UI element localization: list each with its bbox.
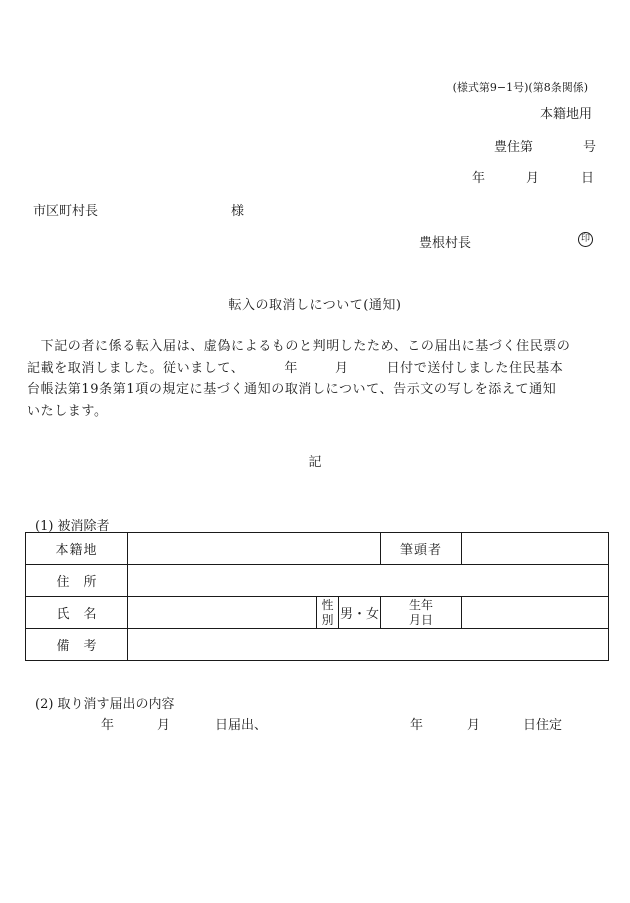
document-number-prefix: 豊住第 [494,140,534,155]
issue-date-year: 年 [472,171,486,186]
table-row [26,565,609,597]
shimei-label: 氏名 [26,597,128,629]
content-year-2: 年 [410,718,424,733]
body-line-2 [27,358,607,380]
shimei-value[interactable] [128,597,317,629]
section-1-heading: (1) 被消除者 [35,519,110,534]
table-row [26,597,609,629]
content-year-1: 年 [101,718,115,733]
content-month-1: 月 [157,718,171,733]
sender [419,232,594,251]
jusho-value[interactable] [128,565,609,597]
table-row [26,629,609,661]
content-month-2: 月 [467,718,481,733]
honseki-value[interactable] [128,533,381,565]
content-day-2: 日住定 [523,718,563,733]
document-title: 転入の取消しについて(通知) [228,298,402,313]
birth-label-1: 生年 [409,597,434,612]
body-text-1: 下記の者に係る転入届は、虚偽によるものと判明したため、この届出に基づく住民票の [40,339,571,354]
form-number: (様式第9−1号)(第8条関係) [452,81,588,94]
document-number-suffix: 号 [583,140,597,155]
body-text-2a: 記載を取消しました。従いまして、 [27,360,245,376]
recipient-honorific: 様 [231,204,245,219]
table-row [26,533,609,565]
birth-label [381,597,462,629]
body-month: 月 [334,360,349,376]
hittousha-label: 筆頭者 [381,533,462,565]
content-day-1: 日届出、 [215,718,268,733]
bikou-value[interactable] [128,629,609,661]
sex-choice[interactable]: 男・女 [339,597,381,629]
recipient [33,200,245,219]
sei-label-1: 性 [321,597,334,612]
body-line-4: いたします。 [27,403,108,419]
body-line-1 [27,336,607,358]
birth-label-2: 月日 [409,612,434,627]
sender-name: 豊根村長 [419,236,472,251]
honseki-label: 本籍地 [26,533,128,565]
section-2-heading: (2) 取り消す届出の内容 [35,697,175,712]
jusho-label: 住所 [26,565,128,597]
issue-date-month: 月 [526,171,540,186]
body-line-3: 台帳法第19条第1項の規定に基づく通知の取消しについて、告示文の写しを添えて通知 [27,382,557,397]
document-number [494,136,597,155]
hittousha-value[interactable] [462,533,609,565]
bikou-label: 備考 [26,629,128,661]
body-year: 年 [284,360,298,376]
issue-date-day: 日 [581,171,595,186]
sei-label [317,597,339,629]
ki-heading: 記 [308,455,322,470]
seal-icon: 印 [578,232,593,247]
body-paragraph [27,336,607,422]
sei-label-2: 別 [321,612,334,627]
body-text-2b: 日付で送付しました住民基本 [386,360,564,376]
subject-table [25,532,609,661]
birth-value[interactable] [462,597,609,629]
recipient-name: 市区町村長 [33,204,99,219]
for-use-label: 本籍地用 [539,107,592,122]
